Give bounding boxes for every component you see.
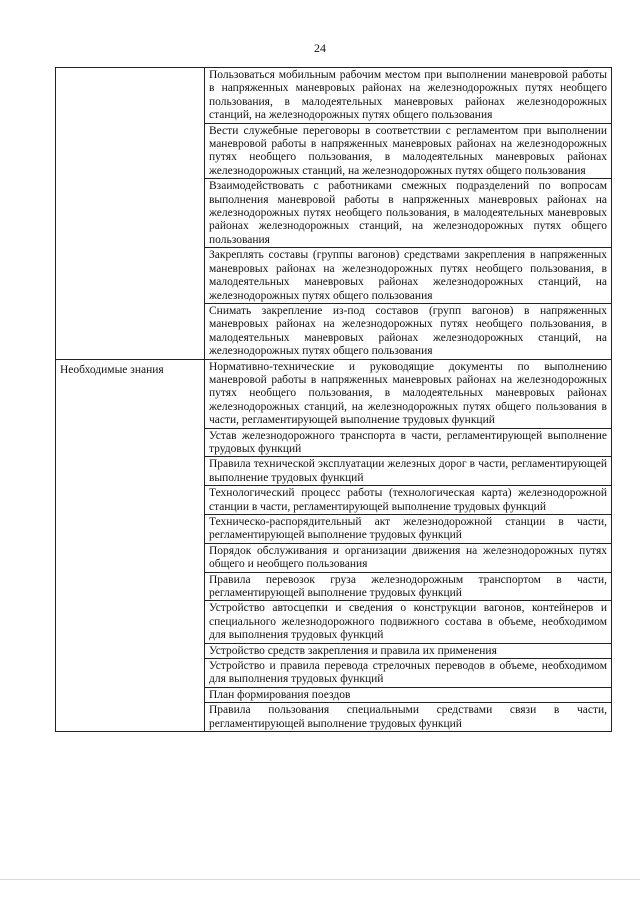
requirement-item: Порядок обслуживания и организации движения на железнодорожных путях общего и необщего пользования [205, 543, 612, 572]
requirement-item: Снимать закрепление из-под составов (групп вагонов) в напряженных маневровых районах на железнодорожных путях необщего пользования, в малодеятельных маневровых районах железнодорожных станций, на железнодорожных путях общего пользования [205, 303, 612, 359]
table-row [56, 359, 612, 428]
requirement-item: Устройство средств закрепления и правила их применения [205, 643, 612, 658]
table-row [56, 68, 612, 124]
requirement-item: Устав железнодорожного транспорта в части, регламентирующей выполнение трудовых функций [205, 428, 612, 457]
requirement-item: Вести служебные переговоры в соответствии с регламентом при выполнении маневровой работы в напряженных маневровых районах на железнодорожных путях необщего пользования, в малодеятельных маневровых районах железнодорожных станций, на железнодорожных путях общего пользования [205, 123, 612, 179]
requirement-item: Правила перевозок груза железнодорожным транспортом в части, регламентирующей выполнение трудовых функций [205, 572, 612, 601]
requirements-table [55, 67, 612, 732]
section-label-cell [56, 359, 205, 732]
requirement-item: План формирования поездов [205, 687, 612, 702]
section-label: Необходимые знания [60, 363, 164, 376]
requirement-item: Пользоваться мобильным рабочим местом при выполнении маневровой работы в напряженных маневровых районах на железнодорожных путях необщего пользования, в малодеятельных маневровых районах железнодорожных станций, на железнодорожных путях общего пользования [205, 68, 612, 124]
page-bottom-divider [0, 879, 640, 880]
requirement-item: Правила пользования специальными средствами связи в части, регламентирующей выполнение трудовых функций [205, 703, 612, 732]
requirement-item: Устройство и правила перевода стрелочных переводов в объеме, необходимом для выполнения трудовых функций [205, 659, 612, 688]
requirement-item: Нормативно-технические и руководящие документы по выполнению маневровой работы в напряженных маневровых районах на железнодорожных путях необщего пользования, в малодеятельных маневровых районах железнодорожных станций, на железнодорожных путях общего пользования в части, регламентирующей выполнение трудовых функций [205, 359, 612, 428]
requirements-table-body [56, 68, 612, 732]
requirement-item: Правила технической эксплуатации железных дорог в части, регламентирующей выполнение трудовых функций [205, 457, 612, 486]
requirement-item: Закреплять составы (группы вагонов) средствами закрепления в напряженных маневровых районах на железнодорожных путях необщего пользования, в малодеятельных маневровых районах железнодорожных станций, на железнодорожных путях общего пользования [205, 248, 612, 304]
section-label-cell [56, 68, 205, 360]
requirement-item: Взаимодействовать с работниками смежных подразделений по вопросам выполнения маневровой работы в напряженных маневровых районах на железнодорожных путях необщего пользования, в малодеятельных маневровых районах железнодорожных станций, на железнодорожных путях общего пользования [205, 179, 612, 248]
requirement-item: Техническо-распорядительный акт железнодорожной станции в части, регламентирующей выполнение трудовых функций [205, 515, 612, 544]
requirement-item: Устройство автосцепки и сведения о конструкции вагонов, контейнеров и специального железнодорожного подвижного состава в объеме, необходимом для выполнения трудовых функций [205, 601, 612, 643]
section-label [60, 69, 200, 72]
requirement-item: Технологический процесс работы (технологическая карта) железнодорожной станции в части, регламентирующей выполнение трудовых функций [205, 486, 612, 515]
page-number: 24 [314, 41, 326, 55]
